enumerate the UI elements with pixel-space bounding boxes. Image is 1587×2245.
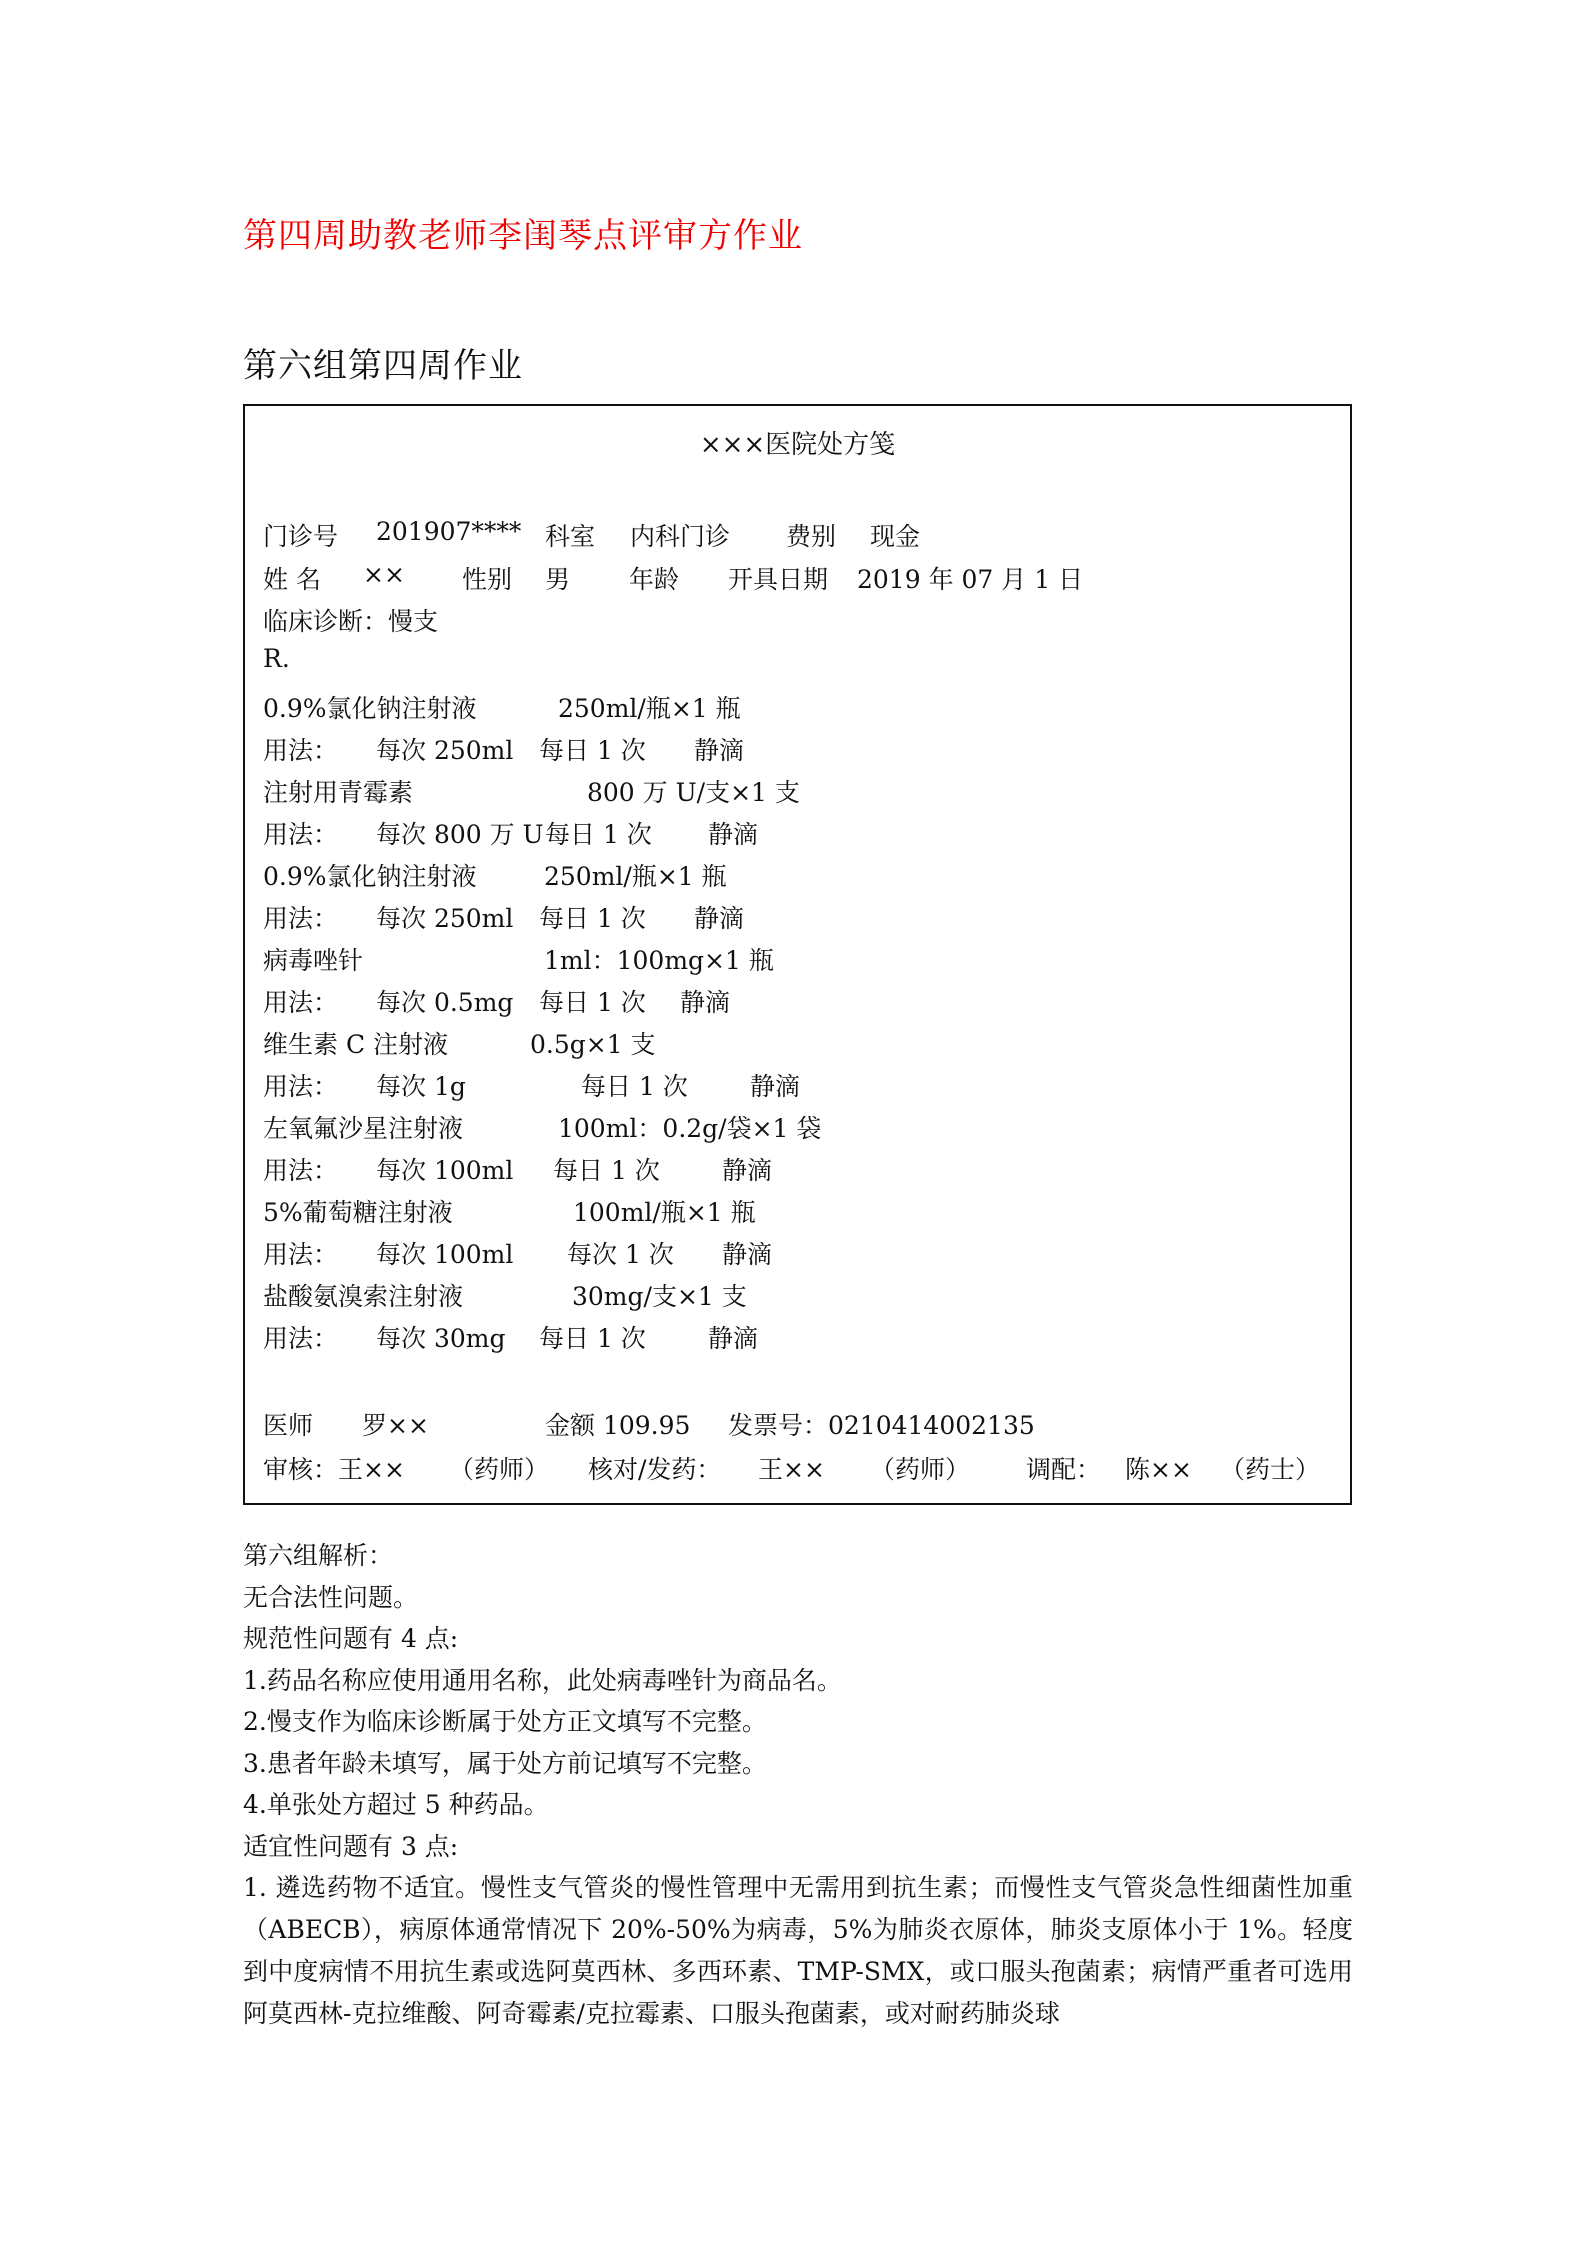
suitability-heading: 适宜性问题有 3 点: bbox=[243, 1831, 459, 1861]
dept: 内科门诊 bbox=[630, 522, 731, 551]
usage-label: 用法： bbox=[263, 736, 339, 765]
analysis-section bbox=[243, 1535, 1353, 2035]
age-label: 年龄 bbox=[629, 565, 680, 594]
drug-freq: 每次 1 次 bbox=[567, 1240, 674, 1269]
norm-item: 1.药品名称应使用通用名称，此处病毒唑针为商品名。 bbox=[243, 1665, 842, 1695]
usage-label: 用法： bbox=[263, 988, 339, 1017]
drug-spec: 250ml/瓶×1 瓶 bbox=[544, 862, 727, 891]
drug-spec: 800 万 U/支×1 支 bbox=[587, 778, 800, 807]
drug-spec: 100ml/瓶×1 瓶 bbox=[573, 1198, 756, 1227]
suitability-paragraph: 1. 遴选药物不适宜。慢性支气管炎的慢性管理中无需用到抗生素；而慢性支气管炎急性细菌性加重（ABECB），病原体通常情况下 20%-50%为病毒，5%为肺炎衣原体，肺炎支原体小于 1%。轻度到中度病情不用抗生素或选阿莫西林、多西环素、TMP-SMX，或口服头孢菌素；病情严重者可选用阿莫西林-克拉维酸、阿奇霉素/克拉霉素、口服头孢菌素，或对耐药肺炎球 bbox=[243, 1873, 1353, 2028]
drug-spec: 0.5g×1 支 bbox=[530, 1030, 656, 1059]
drug-dose: 每次 1g bbox=[376, 1072, 466, 1101]
drug-name: 盐酸氨溴索注射液 bbox=[263, 1282, 464, 1311]
name-label: 姓 名 bbox=[263, 565, 321, 594]
reviewer-role: （药师） bbox=[449, 1455, 550, 1484]
drug-freq: 每日 1 次 bbox=[539, 988, 646, 1017]
drug-dose: 每次 250ml bbox=[376, 736, 514, 765]
amount: 金额 109.95 bbox=[545, 1411, 691, 1440]
drug-name: 0.9%氯化钠注射液 bbox=[263, 694, 477, 723]
drug-route: 静滴 bbox=[694, 904, 745, 933]
preparer: 陈×× bbox=[1125, 1455, 1192, 1484]
fee-label: 费别 bbox=[786, 522, 837, 551]
preparer-role: （药士） bbox=[1220, 1455, 1321, 1484]
drug-dose: 每次 0.5mg bbox=[376, 988, 514, 1017]
page-subtitle: 第六组第四周作业 bbox=[243, 346, 523, 386]
patient-name: ×× bbox=[363, 560, 405, 589]
prescription-title: ×××医院处方笺 bbox=[699, 430, 896, 460]
dispense-label: 核对/发药： bbox=[588, 1455, 722, 1484]
drug-name: 左氧氟沙星注射液 bbox=[263, 1114, 464, 1143]
dispenser-role: （药师） bbox=[870, 1455, 971, 1484]
drug-freq: 每日 1 次 bbox=[539, 1324, 646, 1353]
drug-dose: 每次 250ml bbox=[376, 904, 514, 933]
doctor-name: 罗×× bbox=[362, 1411, 429, 1440]
prescription-box bbox=[243, 404, 1352, 1505]
drug-name: 病毒唑针 bbox=[263, 946, 364, 975]
drug-freq: 每日 1 次 bbox=[539, 904, 646, 933]
drug-spec: 30mg/支×1 支 bbox=[572, 1282, 747, 1311]
dispenser: 王×× bbox=[758, 1455, 825, 1484]
drug-route: 静滴 bbox=[708, 1324, 759, 1353]
usage-label: 用法： bbox=[263, 1156, 339, 1185]
sex-label: 性别 bbox=[462, 565, 513, 594]
drug-name: 维生素 C 注射液 bbox=[263, 1030, 449, 1059]
reviewer: 审核：王×× bbox=[263, 1455, 405, 1484]
legality-note: 无合法性问题。 bbox=[243, 1582, 419, 1612]
norm-item: 2.慢支作为临床诊断属于处方正文填写不完整。 bbox=[243, 1707, 767, 1736]
usage-label: 用法： bbox=[263, 1072, 339, 1101]
usage-label: 用法： bbox=[263, 904, 339, 933]
fee: 现金 bbox=[870, 522, 921, 551]
drug-name: 5%葡萄糖注射液 bbox=[263, 1198, 453, 1227]
drug-route: 静滴 bbox=[722, 1156, 773, 1185]
drug-dose: 每次 100ml bbox=[376, 1156, 514, 1185]
norm-item: 4.单张处方超过 5 种药品。 bbox=[243, 1790, 549, 1819]
drug-dose: 每次 800 万 U bbox=[376, 820, 544, 849]
drug-dose: 每次 30mg bbox=[376, 1324, 506, 1353]
norm-heading: 规范性问题有 4 点: bbox=[243, 1624, 459, 1653]
drug-freq: 每日 1 次 bbox=[553, 1156, 660, 1185]
dept-label: 科室 bbox=[545, 522, 596, 551]
sex: 男 bbox=[545, 565, 571, 594]
usage-label: 用法： bbox=[263, 1240, 339, 1269]
drug-name: 0.9%氯化钠注射液 bbox=[263, 862, 477, 891]
drug-name: 注射用青霉素 bbox=[263, 778, 414, 807]
issue-date: 2019 年 07 月 1 日 bbox=[857, 565, 1084, 594]
drug-freq: 每日 1 次 bbox=[545, 820, 652, 849]
drug-route: 静滴 bbox=[750, 1072, 801, 1101]
drug-route: 静滴 bbox=[722, 1240, 773, 1269]
norm-item: 3.患者年龄未填写，属于处方前记填写不完整。 bbox=[243, 1748, 767, 1778]
page-title: 第四周助教老师李闺琴点评审方作业 bbox=[243, 216, 803, 256]
usage-label: 用法： bbox=[263, 1324, 339, 1353]
clinic-no: 201907**** bbox=[376, 517, 522, 546]
drug-freq: 每日 1 次 bbox=[539, 736, 646, 765]
rp-mark: R. bbox=[263, 644, 290, 673]
diagnosis: 临床诊断：慢支 bbox=[263, 607, 439, 636]
date-label: 开具日期 bbox=[728, 565, 829, 594]
prepare-label: 调配： bbox=[1026, 1455, 1102, 1484]
analysis-heading: 第六组解析： bbox=[243, 1541, 394, 1570]
drug-spec: 250ml/瓶×1 瓶 bbox=[558, 694, 741, 723]
drug-spec: 1ml：100mg×1 瓶 bbox=[544, 946, 774, 975]
invoice-no: 发票号：0210414002135 bbox=[728, 1411, 1035, 1440]
drug-dose: 每次 100ml bbox=[376, 1240, 514, 1269]
doctor-label: 医师 bbox=[263, 1411, 314, 1440]
clinic-no-label: 门诊号 bbox=[263, 522, 339, 551]
drug-spec: 100ml：0.2g/袋×1 袋 bbox=[558, 1114, 822, 1143]
drug-freq: 每日 1 次 bbox=[581, 1072, 688, 1101]
drug-route: 静滴 bbox=[680, 988, 731, 1017]
usage-label: 用法： bbox=[263, 820, 339, 849]
drug-route: 静滴 bbox=[708, 820, 759, 849]
drug-route: 静滴 bbox=[694, 736, 745, 765]
